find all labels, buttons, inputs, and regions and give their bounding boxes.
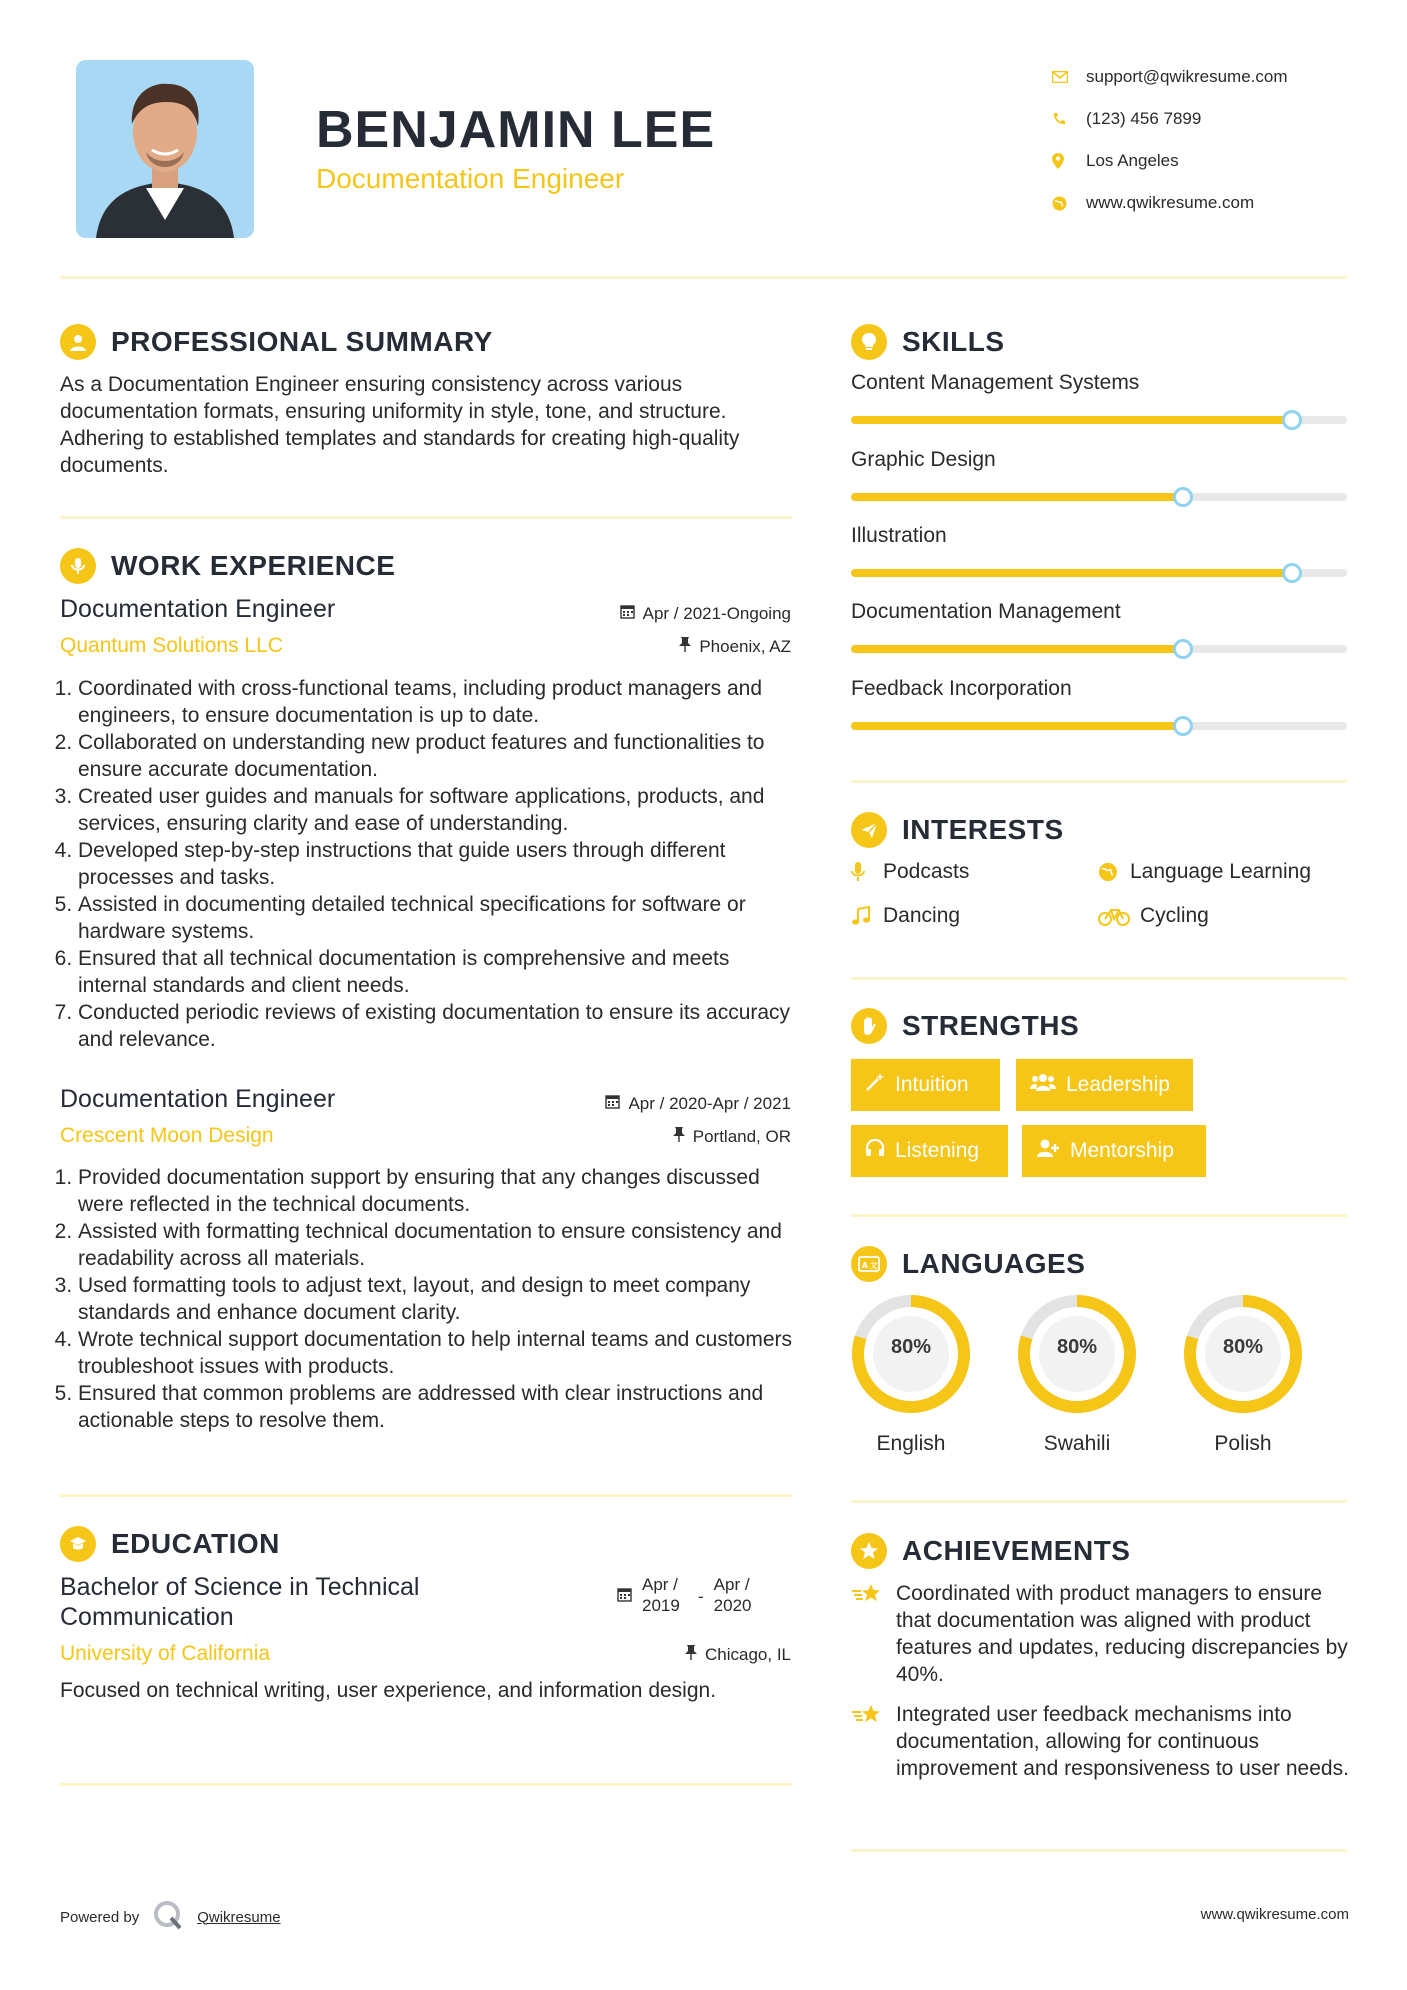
translate-icon: [851, 1246, 887, 1282]
education-dates: [617, 1574, 760, 1616]
pushpin-icon: [673, 1127, 685, 1147]
skill-bar-knob: [1173, 487, 1193, 507]
footer-powered-by: [60, 1900, 281, 1934]
list-item: 5. Assisted in documenting detailed technical specifications for software or hardware systems.: [78, 891, 792, 945]
skill-bar-fill: [851, 569, 1292, 577]
date-separator: -: [698, 1587, 704, 1606]
job-2-location-text: Portland, OR: [692, 1127, 791, 1146]
skill-bar-fill: [851, 493, 1183, 501]
skill-label: Graphic Design: [851, 448, 996, 471]
experience-divider: [60, 1494, 792, 1497]
experience-heading: [60, 548, 395, 584]
header-divider: [60, 276, 1347, 279]
calendar-icon: [605, 1094, 620, 1114]
language-item-swahili: [1015, 1292, 1139, 1455]
contact-website[interactable]: [1052, 182, 1288, 224]
pushpin-icon: [685, 1645, 697, 1665]
contact-email-text: support@qwikresume.com: [1086, 67, 1288, 86]
summary-divider: [60, 516, 792, 519]
contact-list: [1052, 56, 1288, 224]
education-end-date: Apr / 2020: [713, 1575, 752, 1615]
contact-phone-text: (123) 456 7899: [1086, 109, 1202, 128]
calendar-icon: [620, 604, 635, 624]
footer-url[interactable]: www.qwikresume.com: [1200, 1906, 1349, 1923]
strength-chip-listening: [851, 1125, 1008, 1177]
skill-label: Content Management Systems: [851, 371, 1140, 394]
education-heading: [60, 1526, 280, 1562]
contact-location: [1052, 140, 1288, 182]
achievement-text: Coordinated with product managers to ensure that documentation was aligned with product features and updates, reducing discrepancies by 40%.: [896, 1582, 1348, 1686]
contact-location-text: Los Angeles: [1086, 151, 1179, 170]
education-start-date: Apr / 2019: [642, 1575, 680, 1615]
job-1-responsibilities: [52, 675, 792, 1053]
contact-website-text: www.qwikresume.com: [1086, 193, 1255, 212]
list-item: 1. Coordinated with cross-functional teams, including product managers and engineers, to ensure documentation is up to date.: [78, 675, 792, 729]
magic-wand-icon: [865, 1072, 885, 1098]
paper-plane-icon: [851, 812, 887, 848]
list-item: 4. Wrote technical support documentation to help internal teams and customers troubleshoot issues with products.: [78, 1326, 792, 1380]
strength-label: Intuition: [895, 1073, 969, 1096]
summary-heading-text: PROFESSIONAL SUMMARY: [111, 326, 493, 357]
skill-bar-knob: [1173, 716, 1193, 736]
calendar-icon: [617, 1574, 632, 1616]
job-2-title: Documentation Engineer: [60, 1085, 336, 1113]
interest-label: Dancing: [883, 904, 961, 927]
powered-by-label: Powered by: [60, 1908, 140, 1926]
skill-bar: [851, 416, 1347, 424]
job-2-dates-text: Apr / 2020-Apr / 2021: [628, 1094, 791, 1113]
contact-email[interactable]: [1052, 56, 1288, 98]
language-name: Polish: [1214, 1432, 1272, 1455]
user-icon: [60, 324, 96, 360]
graduation-icon: [60, 1526, 96, 1562]
school-name: University of California: [60, 1642, 271, 1665]
qwikresume-logo-icon: [153, 1900, 183, 1934]
list-item: 2. Collaborated on understanding new product features and functionalities to ensure accurate documentation.: [78, 729, 792, 783]
interest-label: Cycling: [1140, 904, 1209, 927]
user-plus-icon: [1036, 1138, 1060, 1164]
hand-icon: [851, 1008, 887, 1044]
skill-label: Illustration: [851, 524, 947, 547]
skill-bar-fill: [851, 416, 1292, 424]
shooting-star-icon: [851, 1580, 896, 1688]
achievement-text: Integrated user feedback mechanisms into documentation, allowing for continuous improvement and responsiveness to user needs.: [896, 1703, 1349, 1780]
music-note-icon: [851, 906, 883, 926]
experience-heading-text: WORK EXPERIENCE: [111, 550, 396, 581]
skills-heading-text: SKILLS: [902, 326, 1005, 357]
bicycle-icon: [1098, 906, 1140, 926]
strengths-heading-text: STRENGTHS: [902, 1010, 1080, 1041]
interest-label: Podcasts: [883, 860, 970, 883]
skill-bar: [851, 493, 1347, 501]
skill-bar: [851, 645, 1347, 653]
skill-bar-knob: [1282, 410, 1302, 430]
job-1-dates-text: Apr / 2021-Ongoing: [642, 604, 791, 623]
skills-divider: [851, 780, 1347, 783]
list-item: 4. Developed step-by-step instructions that guide users through different processes and tasks.: [78, 837, 792, 891]
strength-label: Leadership: [1066, 1073, 1170, 1096]
svg-text:A: A: [862, 1261, 869, 1270]
degree-title: Bachelor of Science in Technical Communication: [60, 1573, 420, 1631]
strength-chip-mentorship: [1022, 1125, 1206, 1177]
brand-link[interactable]: Qwikresume: [197, 1908, 281, 1926]
achievement-item: [851, 1580, 1351, 1688]
achievements-heading-text: ACHIEVEMENTS: [902, 1535, 1131, 1566]
star-badge-icon: [851, 1533, 887, 1569]
interest-item-podcasts: [851, 860, 969, 884]
skill-bar-fill: [851, 645, 1183, 653]
language-name: English: [876, 1432, 946, 1455]
job-2-location: [500, 1127, 791, 1147]
globe-icon: [1052, 196, 1086, 211]
languages-divider: [851, 1500, 1347, 1503]
list-item: 7. Conducted periodic reviews of existing documentation to ensure its accuracy and relevance.: [78, 999, 792, 1053]
candidate-name: BENJAMIN LEE: [316, 101, 716, 159]
interest-item-cycling: [1098, 904, 1209, 928]
candidate-role: Documentation Engineer: [316, 163, 625, 194]
job-2-dates: [500, 1094, 791, 1114]
strength-label: Mentorship: [1070, 1139, 1174, 1162]
pushpin-icon: [679, 637, 691, 657]
strength-chip-leadership: [1016, 1059, 1193, 1111]
language-item-english: [849, 1292, 973, 1455]
strength-label: Listening: [895, 1139, 980, 1162]
skill-bar-knob: [1173, 639, 1193, 659]
job-1-location-text: Phoenix, AZ: [699, 637, 791, 656]
microphone-badge-icon: [60, 548, 96, 584]
avatar-illustration: [76, 60, 254, 238]
summary-heading: [60, 324, 493, 360]
skill-bar-knob: [1282, 563, 1302, 583]
strength-chip-intuition: [851, 1059, 1000, 1111]
users-icon: [1030, 1072, 1056, 1098]
skill-bar-fill: [851, 722, 1183, 730]
job-1-location: [500, 637, 791, 657]
achievements-heading: [851, 1533, 1130, 1569]
summary-text: As a Documentation Engineer ensuring consistency across various documentation formats, ensuring uniformity in style, tone, and structure. Adhering to established templates and standards for creating high-quality documents.: [60, 373, 740, 477]
education-divider: [60, 1783, 792, 1786]
language-percent: 80%: [890, 1336, 932, 1358]
languages-heading-text: LANGUAGES: [902, 1248, 1086, 1279]
headphones-icon: [865, 1138, 885, 1164]
shooting-star-icon: [851, 1701, 896, 1782]
job-1-title: Documentation Engineer: [60, 595, 336, 623]
contact-phone[interactable]: [1052, 98, 1288, 140]
lightbulb-icon: [851, 324, 887, 360]
skill-bar: [851, 569, 1347, 577]
job-1-company: Quantum Solutions LLC: [60, 634, 283, 657]
globe-icon: [1098, 862, 1130, 882]
languages-heading: [851, 1246, 1085, 1282]
profile-photo: [76, 60, 254, 238]
education-description: Focused on technical writing, user experience, and information design.: [60, 1679, 717, 1702]
interests-heading: [851, 812, 1064, 848]
skill-label: Feedback Incorporation: [851, 677, 1072, 700]
map-pin-icon: [1052, 153, 1086, 169]
skill-label: Documentation Management: [851, 600, 1121, 623]
list-item: 1. Provided documentation support by ensuring that any changes discussed were reflected in the technical documents.: [78, 1164, 792, 1218]
language-item-polish: [1181, 1292, 1305, 1455]
education-location-text: Chicago, IL: [705, 1645, 791, 1664]
language-percent: 80%: [1222, 1336, 1264, 1358]
skills-heading: [851, 324, 1005, 360]
interest-label: Language Learning: [1130, 860, 1312, 883]
interest-item-language-learning: [1098, 860, 1311, 884]
job-1-dates: [500, 604, 791, 624]
skill-bar: [851, 722, 1347, 730]
phone-icon: [1052, 112, 1086, 126]
list-item: 6. Ensured that all technical documentation is comprehensive and meets internal standards and client needs.: [78, 945, 792, 999]
envelope-icon: [1052, 71, 1086, 83]
language-percent: 80%: [1056, 1336, 1098, 1358]
education-heading-text: EDUCATION: [111, 1528, 280, 1559]
language-name: Swahili: [1043, 1432, 1111, 1455]
svg-text:文: 文: [870, 1261, 878, 1270]
microphone-icon: [851, 862, 883, 882]
interest-item-dancing: [851, 904, 960, 928]
interests-divider: [851, 977, 1347, 980]
strengths-heading: [851, 1008, 1079, 1044]
strengths-divider: [851, 1214, 1347, 1217]
list-item: 2. Assisted with formatting technical documentation to ensure consistency and readability across all materials.: [78, 1218, 792, 1272]
interests-heading-text: INTERESTS: [902, 814, 1064, 845]
job-2-company: Crescent Moon Design: [60, 1124, 274, 1147]
achievement-item: [851, 1701, 1351, 1782]
achievements-divider: [851, 1849, 1347, 1852]
list-item: 3. Created user guides and manuals for software applications, products, and services, ensuring clarity and ease of understanding.: [78, 783, 792, 837]
job-2-responsibilities: [52, 1164, 792, 1434]
list-item: 5. Ensured that common problems are addressed with clear instructions and actionable steps to resolve them.: [78, 1380, 792, 1434]
education-location: [500, 1645, 791, 1665]
list-item: 3. Used formatting tools to adjust text, layout, and design to meet company standards and enhance document clarity.: [78, 1272, 792, 1326]
